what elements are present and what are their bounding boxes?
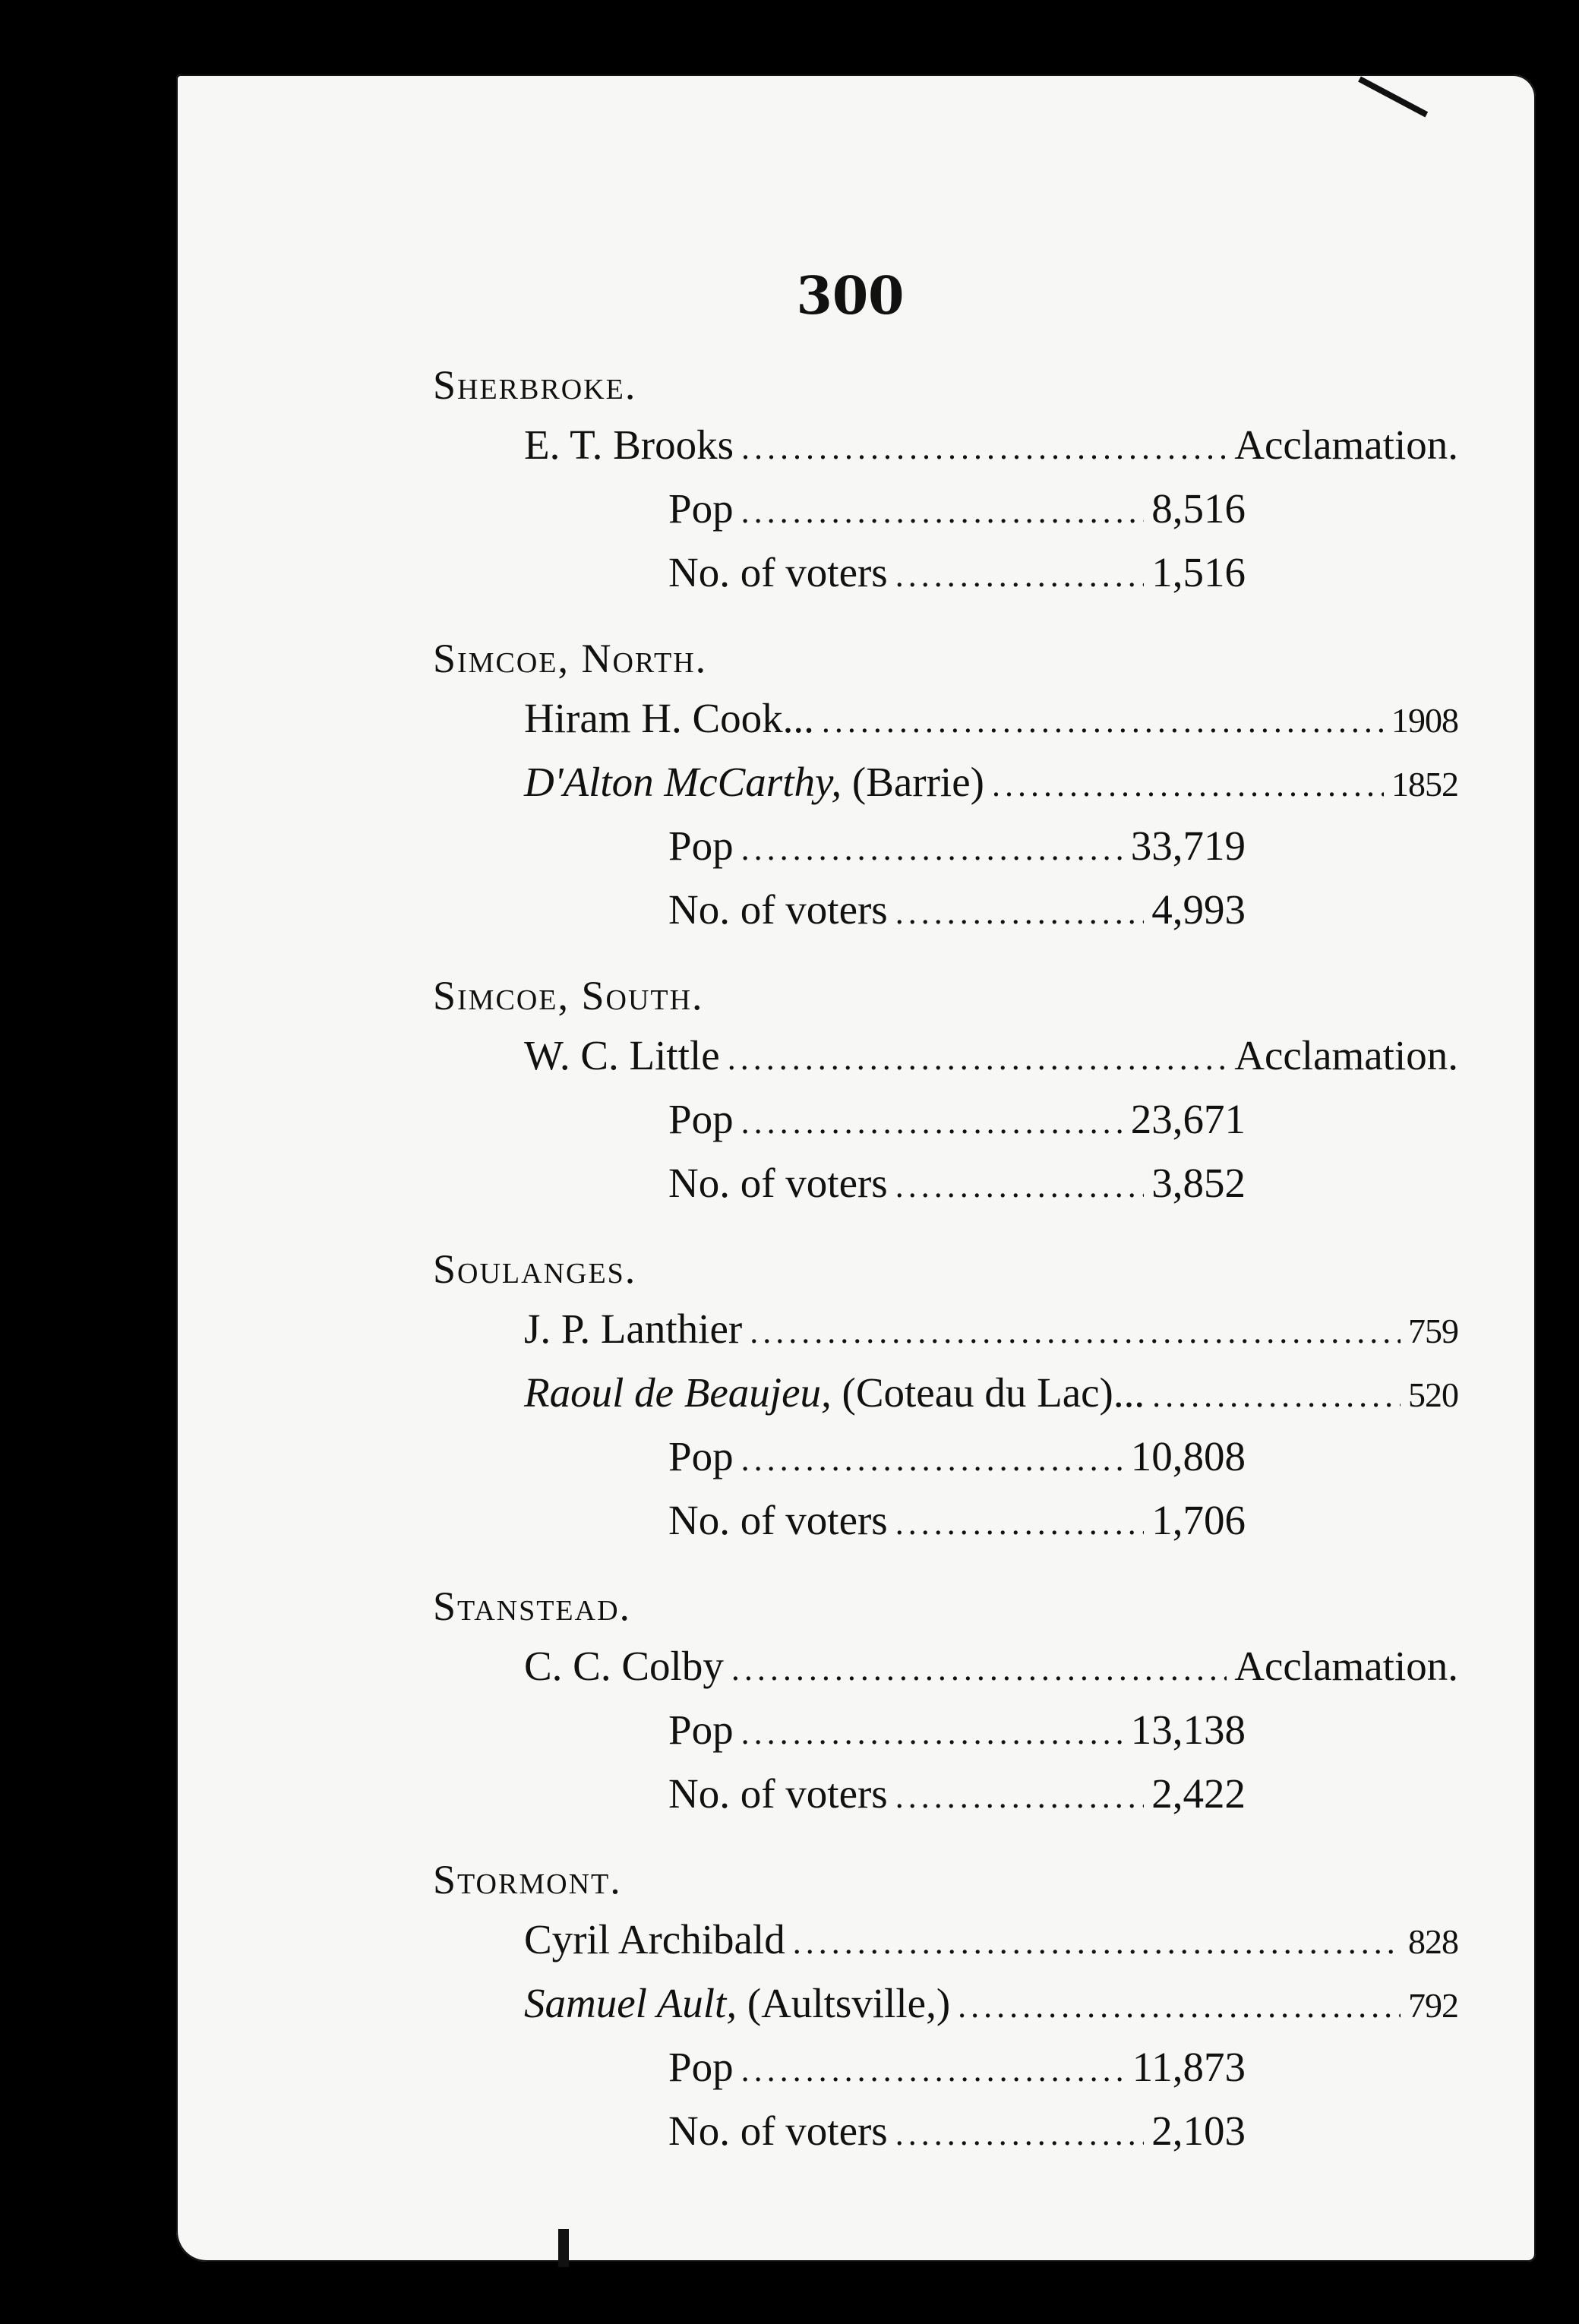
candidate-result: Acclamation. [1234, 422, 1458, 468]
population-row [668, 1088, 1246, 1151]
population-label: Pop [668, 1707, 734, 1753]
voters-label: No. of voters [668, 2108, 888, 2154]
candidate-name: C. C. Colby [524, 1643, 724, 1689]
voters-value: 1,516 [1151, 549, 1246, 595]
voters-row [668, 878, 1246, 942]
voters-row [668, 541, 1246, 605]
dot-leader [731, 1637, 1227, 1701]
candidate-name: W. C. Little [524, 1032, 720, 1078]
candidate-row [524, 1297, 1458, 1361]
voters-row [668, 1762, 1246, 1826]
population-row [668, 1425, 1246, 1489]
population-row [668, 477, 1246, 541]
population-value: 33,719 [1130, 823, 1246, 869]
constituency-section [433, 1241, 1458, 1552]
candidate-result: 759 [1408, 1312, 1458, 1350]
population-value: 11,873 [1132, 2044, 1246, 2090]
dot-leader [895, 881, 1145, 945]
constituency-section [433, 968, 1458, 1215]
candidate-location: (Aultsville,) [747, 1980, 951, 2026]
dot-leader [1152, 1364, 1401, 1428]
candidate-row [524, 687, 1458, 750]
voters-row [668, 2099, 1246, 2163]
dot-leader [741, 2038, 1125, 2102]
constituency-section [433, 1852, 1458, 2163]
voters-label: No. of voters [668, 1770, 888, 1817]
candidate-row [524, 750, 1458, 814]
voters-row [668, 1151, 1246, 1215]
constituency-section [433, 357, 1458, 605]
population-label: Pop [668, 823, 734, 869]
dot-leader [895, 1765, 1145, 1829]
voters-value: 2,103 [1151, 2108, 1246, 2154]
candidate-result: 1852 [1391, 765, 1458, 804]
candidate-name: Hiram H. Cook... [524, 695, 814, 741]
candidate-location: (Barrie) [851, 759, 984, 805]
candidate-name: Samuel Ault, [524, 1980, 737, 2026]
candidate-name-group [524, 1297, 742, 1361]
dot-leader [741, 1701, 1123, 1765]
population-row [668, 814, 1246, 878]
voters-value: 3,852 [1151, 1160, 1246, 1206]
population-label: Pop [668, 2044, 734, 2090]
dot-leader [895, 544, 1145, 608]
voters-value: 4,993 [1151, 886, 1246, 933]
candidate-row [524, 1972, 1458, 2035]
candidate-name-group [524, 1972, 950, 2035]
dot-leader [741, 1091, 1123, 1154]
candidate-name: E. T. Brooks [524, 422, 734, 468]
candidate-name-group [524, 1361, 1145, 1425]
dot-leader [992, 753, 1384, 817]
dot-leader [741, 1428, 1123, 1492]
candidate-result: 792 [1408, 1986, 1458, 2025]
voters-value: 1,706 [1151, 1497, 1246, 1543]
constituency-heading: Stormont. [433, 1857, 622, 1902]
dot-leader [895, 1492, 1145, 1555]
dot-leader [793, 1911, 1401, 1975]
dot-leader [822, 690, 1384, 753]
population-value: 8,516 [1151, 485, 1246, 532]
bottom-ink-mark [558, 2229, 569, 2267]
candidate-name-group [524, 1908, 785, 1972]
candidate-name-group [524, 750, 984, 814]
population-row [668, 2035, 1246, 2099]
candidate-row [524, 1361, 1458, 1425]
voters-value: 2,422 [1151, 1770, 1246, 1817]
voters-row [668, 1489, 1246, 1552]
voters-label: No. of voters [668, 549, 888, 595]
candidate-row [524, 1908, 1458, 1972]
candidate-result: Acclamation. [1234, 1643, 1458, 1689]
candidate-result: 1908 [1391, 701, 1458, 740]
dot-leader [750, 1300, 1401, 1364]
constituency-section [433, 1578, 1458, 1826]
candidate-name: J. P. Lanthier [524, 1306, 743, 1352]
constituency-heading: Soulanges. [433, 1246, 637, 1292]
dot-leader [728, 1027, 1227, 1091]
constituency-heading: Sherbroke. [433, 362, 637, 408]
population-label: Pop [668, 485, 734, 532]
candidate-result: 520 [1408, 1375, 1458, 1414]
candidate-row [524, 1024, 1458, 1088]
election-returns-list [433, 357, 1458, 2189]
page-number: 300 [796, 266, 905, 327]
constituency-heading: Stanstead. [433, 1584, 632, 1629]
candidate-name-group [524, 1024, 720, 1088]
population-row [668, 1698, 1246, 1762]
candidate-name-group [524, 1634, 724, 1698]
constituency-section [433, 630, 1458, 942]
candidate-result: Acclamation. [1234, 1032, 1458, 1078]
dot-leader [958, 1975, 1401, 2038]
population-value: 10,808 [1130, 1433, 1246, 1479]
candidate-name: Raoul de Beaujeu, [524, 1369, 832, 1416]
candidate-name-group [524, 413, 734, 477]
constituency-heading: Simcoe, North. [433, 636, 708, 681]
population-label: Pop [668, 1096, 734, 1142]
voters-label: No. of voters [668, 886, 888, 933]
population-value: 23,671 [1130, 1096, 1246, 1142]
dot-leader [895, 2102, 1145, 2166]
dot-leader [741, 480, 1145, 544]
candidate-location: (Coteau du Lac)... [842, 1369, 1145, 1416]
dot-leader [741, 416, 1227, 480]
dot-leader [741, 817, 1123, 881]
constituency-heading: Simcoe, South. [433, 973, 704, 1018]
candidate-name-group [524, 687, 814, 750]
candidate-result: 828 [1408, 1922, 1458, 1961]
dot-leader [895, 1154, 1145, 1218]
candidate-name: D'Alton McCarthy, [524, 759, 842, 805]
voters-label: No. of voters [668, 1497, 888, 1543]
population-label: Pop [668, 1433, 734, 1479]
voters-label: No. of voters [668, 1160, 888, 1206]
population-value: 13,138 [1130, 1707, 1246, 1753]
candidate-row [524, 1634, 1458, 1698]
candidate-row [524, 413, 1458, 477]
candidate-name: Cyril Archibald [524, 1916, 785, 1962]
